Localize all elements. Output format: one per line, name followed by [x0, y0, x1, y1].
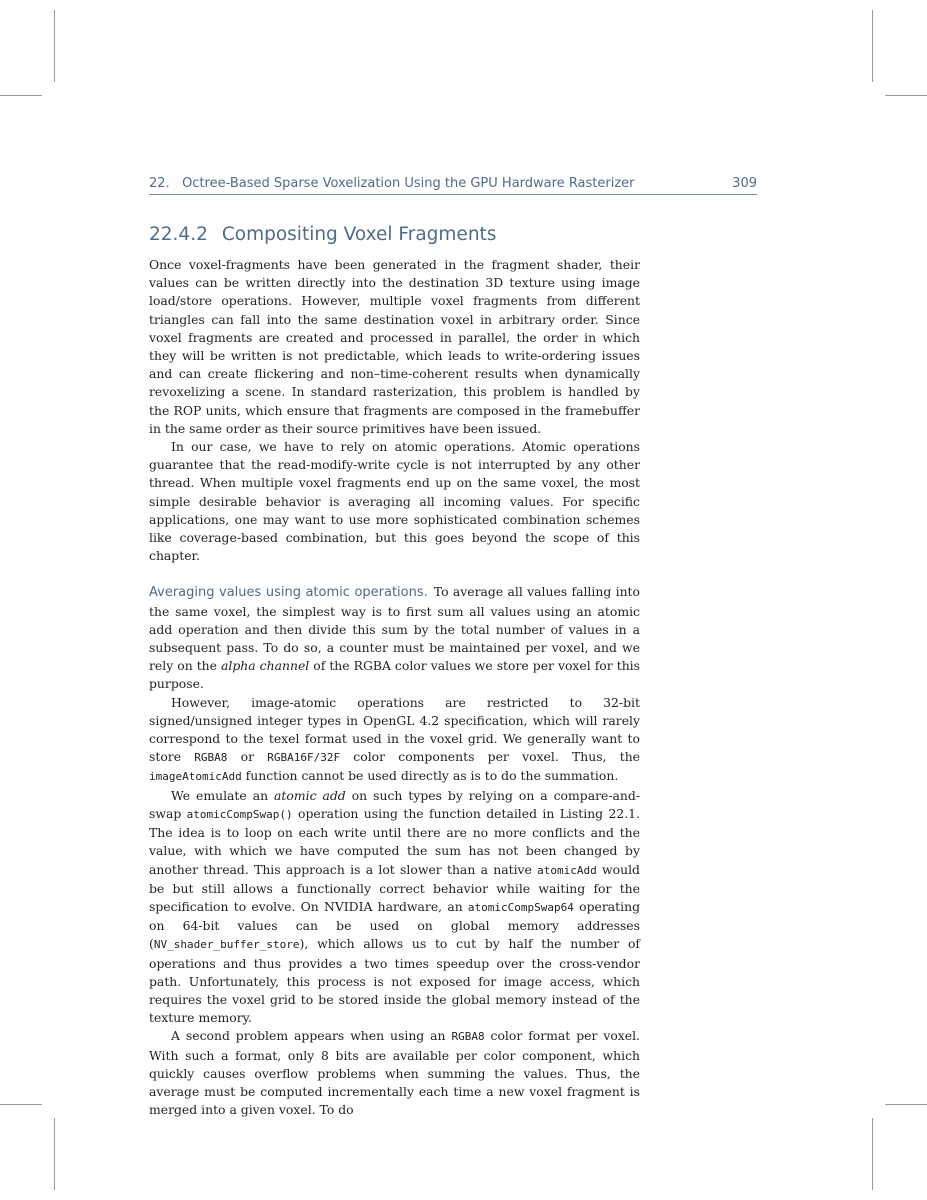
- paragraph-3-text-b: of the RGBA color values we store per voxel for this purpose.: [149, 658, 640, 692]
- code-rgba8-format: RGBA8: [451, 1030, 485, 1044]
- paragraph-5-text-e: operating on 64-bit values can be used on global memory addresses (: [149, 898, 641, 952]
- running-head: [149, 175, 757, 195]
- crop-mark-top-left-vertical: [54, 10, 55, 82]
- crop-mark-bottom-right-vertical: [872, 1118, 873, 1190]
- paragraph-5-text-a: We emulate an: [171, 787, 275, 803]
- paragraph-5-emphasis: atomic add: [274, 787, 346, 803]
- crop-mark-top-right-horizontal: [885, 95, 927, 96]
- code-atomic-add: atomicAdd: [537, 863, 597, 877]
- crop-mark-bottom-left-vertical: [54, 1118, 55, 1190]
- page-number: 309: [732, 176, 757, 191]
- crop-mark-bottom-left-horizontal: [0, 1104, 42, 1105]
- crop-mark-bottom-right-horizontal: [885, 1104, 927, 1105]
- code-image-atomic-add: imageAtomicAdd: [149, 770, 242, 784]
- paragraph-4-text-a: However, image-atomic operations are restricted to 32-bit signed/unsigned integer types in OpenGL 4.2 specification, which will rarely correspond to the texel format used in the voxel grid. We generally want to store: [149, 694, 640, 765]
- body-text: [149, 256, 640, 1119]
- crop-mark-top-left-horizontal: [0, 95, 42, 96]
- running-head-title: 22. Octree-Based Sparse Voxelization Using the GPU Hardware Rasterizer: [149, 176, 635, 191]
- code-rgba8: RGBA8: [194, 751, 228, 765]
- paragraph-2: In our case, we have to rely on atomic operations. Atomic operations guarantee that the read-modify-write cycle is not interrupted by any other thread. When multiple voxel fragments end up on the same voxel, the most simple desirable behavior is averaging all incoming values. For specific applications, one may want to use more sophisticated combination schemes like coverage-based combination, but this goes beyond the scope of this chapter.: [149, 439, 640, 564]
- code-nv-shader-buffer-store: NV_shader_buffer_store: [153, 938, 300, 952]
- paragraph-6: [149, 1027, 640, 1119]
- paragraph-6-text-b: color format per voxel. With such a format, only 8 bits are available per color component, which quickly causes overflow problems when summing the values. Thus, the average must be computed incrementally each time a new voxel fragment is merged into a given voxel. To do: [149, 1028, 640, 1118]
- paragraph-4-text-d: function cannot be used directly as is to do the summation.: [241, 768, 619, 784]
- paragraph-5-text-d: would be but still allows a functionally correct behavior while waiting for the specification to evolve. On NVIDIA hardware, an: [149, 861, 640, 914]
- paragraph-3-emphasis: alpha channel: [221, 658, 310, 674]
- crop-mark-top-right-vertical: [872, 10, 873, 82]
- paragraph-6-text-a: A second problem appears when using an: [171, 1028, 452, 1044]
- paragraph-1: Once voxel-fragments have been generated in the fragment shader, their values can be written directly into the destination 3D texture using image load/store operations. However, multiple voxel fragments from different triangles can fall into the same destination voxel in arbitrary order. Since voxel fragments are created and processed in parallel, the order in which they will be written is not predictable, which leads to write-ordering issues and can create flickering and non–time-coherent results when dynamically revoxelizing a scene. In standard rasterization, this problem is handled by the ROP units, which ensure that fragments are composed in the framebuffer in the same order as their source primitives have been issued.: [149, 257, 640, 436]
- paragraph-heading: Averaging values using atomic operations.: [149, 585, 428, 601]
- code-atomic-comp-swap64: atomicCompSwap64: [467, 900, 574, 914]
- paragraph-3: [149, 583, 640, 693]
- section-number: 22.4.2: [149, 224, 208, 245]
- section-heading: [149, 223, 496, 247]
- paragraph-5-text-b: on such types by relying on a compare-and-swap: [149, 787, 641, 821]
- paragraph-4-text-c: color components per voxel. Thus, the: [340, 749, 641, 765]
- paragraph-3-text-a: To average all values falling into the same voxel, the simplest way is to first sum all values using an atomic add operation and then divide this sum by the total number of values in a subsequent pass. To do so, a counter must be maintained per voxel, and we rely on the: [149, 584, 640, 674]
- paragraph-4-text-b: or: [227, 749, 268, 765]
- code-atomic-comp-swap: atomicCompSwap(): [186, 807, 293, 821]
- section-title: Compositing Voxel Fragments: [221, 224, 497, 245]
- paragraph-5-text-c: operation using the function detailed in Listing 22.1. The idea is to loop on each write until there are no more conflicts and the value, with which we have computed the sum has not been changed by another thread. This approach is a lot slower than a native: [149, 805, 640, 877]
- paragraph-5-text-f: ), which allows us to cut by half the number of operations and thus provides a two times speedup over the cross-vendor path. Unfortunately, this process is not exposed for image access, which requires the voxel grid to be stored inside the global memory instead of the texture memory.: [149, 936, 640, 1026]
- paragraph-4: [149, 694, 640, 787]
- code-rgba16f-32f: RGBA16F/32F: [267, 751, 341, 765]
- paragraph-5: [149, 787, 640, 1028]
